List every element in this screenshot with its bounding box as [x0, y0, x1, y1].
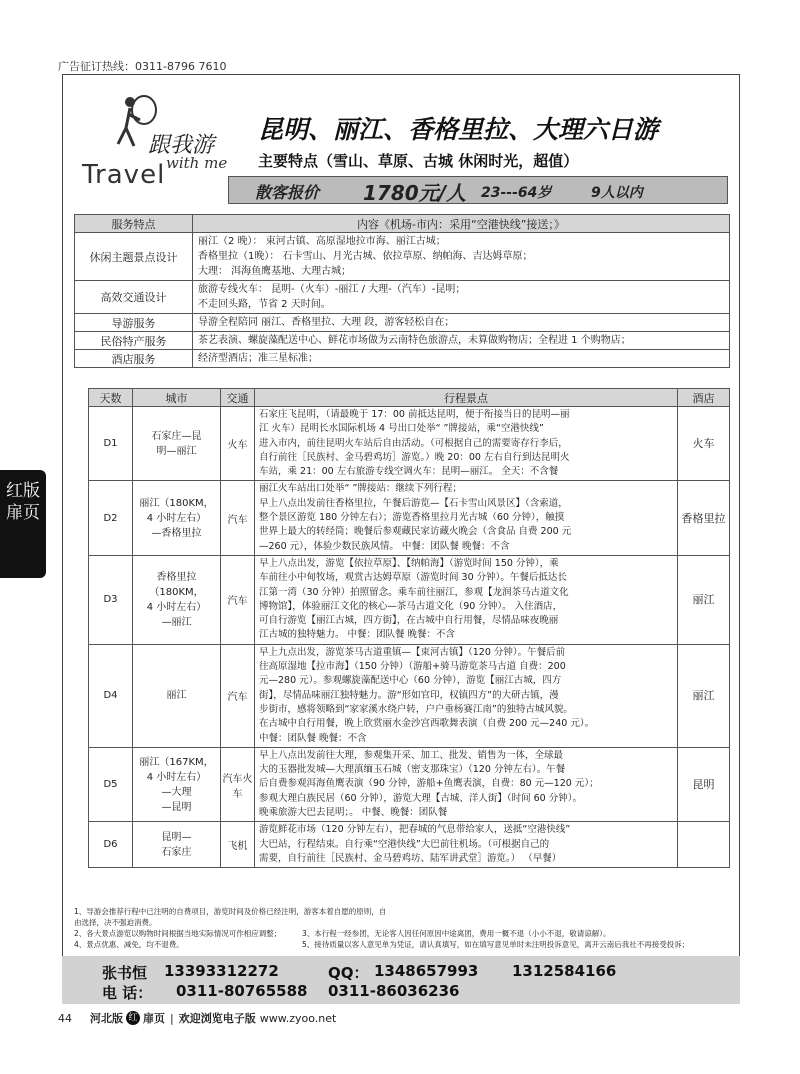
itin-route-line: 进入市内，前往昆明火车站后自由活动。（可根据自己的需要寄存行李后， [259, 437, 568, 449]
contact-name: 张书恒 [102, 964, 148, 982]
itin-route [255, 822, 678, 868]
itin-route-line: 整个景区游览 180 分钟左右）；游览香格里拉月光古城（60 分钟），触摸 [259, 512, 565, 524]
service-category: 导游服务 [75, 314, 193, 332]
itin-city-line: 4 小时左右） [146, 512, 207, 524]
itin-route-line: 江 火车）昆明长水国际机场 4 号出口处举“ ”牌接站，乘“空港快线” [259, 423, 544, 435]
itin-hotel: 丽江 [678, 644, 730, 747]
itinerary-row [89, 747, 730, 821]
itin-header-hotel: 酒店 [678, 389, 730, 407]
itin-city [133, 555, 221, 644]
service-line: 香格里拉（1晚）： 石卡雪山、月光古城、依拉草原、纳帕海、吉达姆草原； [198, 251, 533, 262]
itin-route-line: 车前往小中甸牧场，观赏古达姆草原（游览时间 30 分钟）。午餐后抵达长 [259, 572, 567, 584]
itin-route-line: 晚乘旅游大巴去昆明；。 中餐、晚餐：团队餐 [259, 807, 448, 819]
itin-day: D5 [89, 747, 133, 821]
itin-route-line: 早上八点出发前往大理，参观集开采、加工、批发、销售为一体，全球最 [259, 749, 564, 761]
itin-city-line: —大理 [161, 786, 192, 798]
tour-feature: 主要特点（雪山、草原、古城 休闲时光，超值） [258, 152, 579, 170]
itin-city-line: 丽江（180KM， [139, 497, 214, 509]
note-text: 2、各大景点游览以购物时间根据当地实际情况可作相应调整； [74, 929, 282, 938]
price-banner [228, 176, 728, 204]
itin-header-route: 行程景点 [255, 389, 678, 407]
footer-welcome: 欢迎浏览电子版 [178, 1012, 256, 1025]
itin-route [255, 407, 678, 481]
itin-route-line: 江第一湾（30 分钟）拍照留念。乘车前往丽江，参观【龙润茶马古道文化 [259, 586, 569, 598]
note-row [74, 928, 734, 939]
itin-route-line: 石家庄飞昆明，（请最晚于 17：00 前抵达昆明，便于衔接当日的昆明—丽 [259, 409, 570, 420]
notes [74, 906, 734, 950]
itin-hotel: 昆明 [678, 747, 730, 821]
contact-mobile1: 13393312272 [164, 962, 279, 980]
itin-city-line: （180KM， [149, 586, 204, 598]
service-description [193, 314, 730, 332]
itin-city [133, 481, 221, 555]
footer-sep: | [170, 1011, 174, 1025]
note-text [389, 906, 734, 928]
note-text: 5、接待质量以客人意见单为凭证，请认真填写，如在填写意见单时未注明投诉意见，离开云南后我社不再接受投诉； [302, 940, 690, 949]
price-group: 9人以内 [591, 185, 643, 201]
service-description [193, 281, 730, 314]
service-row [75, 332, 730, 350]
itin-city-line: —香格里拉 [151, 527, 202, 539]
footer-edition: 河北版 [90, 1012, 123, 1025]
itin-city [133, 747, 221, 821]
note-row [74, 939, 734, 950]
itin-day: D6 [89, 822, 133, 868]
service-line: 经济型酒店；准三星标准； [198, 353, 318, 364]
service-description [193, 233, 730, 281]
itin-route-line: 街】，尽情品味丽江独特魅力。游“形如官印，权镇四方”的大研古镇，漫 [259, 689, 559, 701]
itin-day: D1 [89, 407, 133, 481]
service-description [193, 332, 730, 350]
itin-city-line: 丽江（167KM， [139, 756, 214, 768]
ad-hotline: 广告征订热线：0311-8796 7610 [58, 60, 227, 73]
service-line: 旅游专线火车： 昆明-（火车）-丽江 / 大理-（汽车）-昆明； [198, 284, 466, 295]
itin-route-line: 大巴站，行程结束。自行乘“空港快线”大巴前往机场。（可根据自己的 [259, 838, 550, 850]
itin-city [133, 644, 221, 747]
itin-route-line: 在古城中自行用餐，晚上欣赏丽水金沙宫西歌舞表演（自费 200 元—240 元）。 [259, 718, 595, 730]
itin-route-line: 江古城的独特魅力。 中餐：团队餐 晚餐：不含 [259, 629, 456, 641]
itin-route [255, 555, 678, 644]
itin-city [133, 822, 221, 868]
itin-header-city: 城市 [133, 389, 221, 407]
itin-hotel: 丽江 [678, 555, 730, 644]
itin-hotel: 香格里拉 [678, 481, 730, 555]
itin-hotel: 火车 [678, 407, 730, 481]
page-number: 44 [58, 1011, 72, 1025]
itin-header-day: 天数 [89, 389, 133, 407]
logo-travel: Travel [82, 160, 166, 190]
itin-route-line: 早上九点出发，游览茶马古道重镇—【束河古镇】（120 分钟）。午餐后前 [259, 646, 566, 658]
travel-logo [78, 92, 248, 202]
itin-transport: 汽车 [221, 481, 255, 555]
itin-transport: 飞机 [221, 822, 255, 868]
service-category: 休闲主题景点设计 [75, 233, 193, 281]
itin-route-line: 中餐：团队餐 晚餐：不含 [259, 732, 367, 744]
service-row [75, 350, 730, 368]
contact-bar [62, 956, 740, 1004]
itin-route-line: 元—280 元）。参观螺旋藻配送中心（60 分钟），游览【丽江古城，四方 [259, 675, 562, 687]
itin-city-line: 石家庄 [161, 846, 192, 858]
itin-route-line: 后自费参观洱海鱼鹰表演（90 分钟，游船+鱼鹰表演，自费：80 元—120 元）； [259, 778, 599, 790]
itin-day: D3 [89, 555, 133, 644]
itin-route-line: 需要，自行前往［民族村、金马碧鸡坊、陆军讲武堂］游览。） （早餐） [259, 852, 562, 864]
service-line: 茶艺表演、螺旋藻配送中心、鲜花市场做为云南特色旅游点，未算做购物店；全程进 1 个购物店； [198, 335, 631, 346]
itin-route-line: 参观大理白族民居（60 分钟），游览大理【古城、洋人街】（时间 60 分钟）。 [259, 792, 582, 804]
itin-transport: 汽车 [221, 555, 255, 644]
footer-section: 扉页 [143, 1012, 165, 1025]
contact-qq: 1348657993 [374, 962, 479, 980]
contact-qq-label: QQ： [328, 964, 369, 982]
itin-route-line: 早上八点出发，游览【依拉草原】、【纳帕海】（游览时间 150 分钟），乘 [259, 557, 559, 569]
itin-route-line: 早上八点出发前往香格里拉，午餐后游览—【石卡雪山风景区】（含索道， [259, 497, 568, 509]
itin-city-line: 石家庄—昆 [151, 430, 202, 442]
itin-city-line: 香格里拉 [156, 571, 197, 583]
itin-route-line: 丽江火车站出口处举“ ”牌接站：继续下列行程； [259, 483, 462, 495]
itin-route-line: 可自行游览【丽江古城，四方街】，在古城中自行用餐，尽情品味夜晚丽 [259, 615, 559, 627]
itinerary-table [88, 388, 730, 868]
itin-city-line: 明—丽江 [156, 445, 197, 457]
note-text: 1、导游会推荐行程中已注明的自费项目，游览时间及价格已经注明，游客本着自愿的原则，自由选择，决不强迫消费。 [74, 907, 387, 927]
itinerary-row [89, 822, 730, 868]
contact-tel1: 0311-80765588 [176, 982, 308, 1000]
note-text: 4、景点优惠、减免，均不退费。 [74, 940, 184, 949]
itin-route-line: 步街市，感将领略到“家家溪水绕户转，户户垂杨赛江南”的独特古城风貌。 [259, 703, 573, 715]
contact-tel-label: 电 话： [102, 984, 153, 1002]
logo-with-me: with me [166, 154, 228, 172]
contact-tel2: 0311-86036236 [328, 982, 460, 1000]
page-footer [58, 1010, 336, 1026]
tour-title: 昆明、丽江、香格里拉、大理六日游 [258, 115, 659, 144]
itin-route-line: 大的玉器批发城—大理滇缅玉石城（密支那珠宝）（120 分钟左右）。午餐 [259, 764, 566, 776]
service-line: 大理： 洱海鱼鹰基地、大理古城； [198, 266, 352, 277]
itin-hotel [678, 822, 730, 868]
footer-url[interactable]: www.zyoo.net [259, 1011, 337, 1025]
itin-route-line: —260 元），体验少数民族风情。 中餐：团队餐 晚餐：不含 [259, 540, 510, 552]
red-badge-icon: 红 [126, 1011, 140, 1025]
price-value: 1780元/人 [363, 181, 466, 205]
itin-city-line: 4 小时左右） [146, 771, 207, 783]
itin-route [255, 481, 678, 555]
itin-route-line: 车站，乘 21：00 左右旅游专线空调火车：昆明—丽江。 全天：不含餐 [259, 466, 559, 478]
contact-mobile2: 1312584166 [512, 962, 617, 980]
itin-route-line: 自行前往［民族村、金马碧鸡坊］游览。）晚 20：00 左右自行到达昆明火 [259, 451, 570, 463]
itin-city-line: —昆明 [161, 801, 192, 813]
service-category: 民俗特产服务 [75, 332, 193, 350]
itin-route-line: 往高原湿地【拉市海】（150 分钟）（游船+骑马游览茶马古道 自费：200 [259, 661, 566, 673]
itin-route [255, 747, 678, 821]
logo-chinese: 跟我游 [148, 133, 215, 158]
service-header-cat: 服务特点 [75, 215, 193, 233]
service-table [74, 214, 730, 368]
itinerary-row [89, 481, 730, 555]
service-line: 导游全程陪同 丽江、香格里拉、大理 段，游客轻松自在； [198, 317, 455, 328]
price-age: 23---64岁 [481, 185, 552, 201]
itin-city-line: 4 小时左右） [146, 601, 207, 613]
service-row [75, 281, 730, 314]
service-category: 高效交通设计 [75, 281, 193, 314]
itin-route-line: 博物馆】，体验丽江文化的核心—茶马古道文化（90 分钟）。 入住酒店， [259, 600, 563, 612]
service-header-content: 内容《机场-市内：采用“空港快线”接送；》 [193, 215, 730, 233]
itin-route [255, 644, 678, 747]
service-category: 酒店服务 [75, 350, 193, 368]
service-row [75, 314, 730, 332]
itin-transport: 汽车 [221, 644, 255, 747]
side-tab: 红版扉页 [0, 470, 46, 578]
service-line: 丽江（2 晚）： 束河古镇、高原湿地拉市海、丽江古城； [198, 236, 446, 247]
service-row [75, 233, 730, 281]
itin-route-line: 游览鲜花市场（120 分钟左右），把春城的气息带给家人，送抵“空港快线” [259, 824, 571, 836]
itinerary-row [89, 644, 730, 747]
itin-day: D4 [89, 644, 133, 747]
service-line: 不走回头路，节省 2 天时间。 [198, 299, 331, 310]
itin-city-line: 昆明— [161, 831, 192, 843]
itin-city-line: 丽江 [166, 690, 187, 702]
itin-route-line: 世界上最大的转经筒；晚餐后参观藏民家访藏火晚会（含食品 自费 200 元 [259, 526, 572, 538]
price-label: 散客报价 [255, 183, 320, 202]
note-text: 3、本行程一经参团，无论客人因任何原因中途离团，费用一概不退（小小不退，敬请谅解）。 [302, 929, 611, 938]
itin-transport: 火车 [221, 407, 255, 481]
itin-day: D2 [89, 481, 133, 555]
itin-header-transport: 交通 [221, 389, 255, 407]
note-row [74, 906, 734, 928]
itin-transport: 汽车火车 [221, 747, 255, 821]
itinerary-row [89, 555, 730, 644]
service-description [193, 350, 730, 368]
itin-city-line: —丽江 [161, 616, 192, 628]
itinerary-row [89, 407, 730, 481]
itin-city [133, 407, 221, 481]
